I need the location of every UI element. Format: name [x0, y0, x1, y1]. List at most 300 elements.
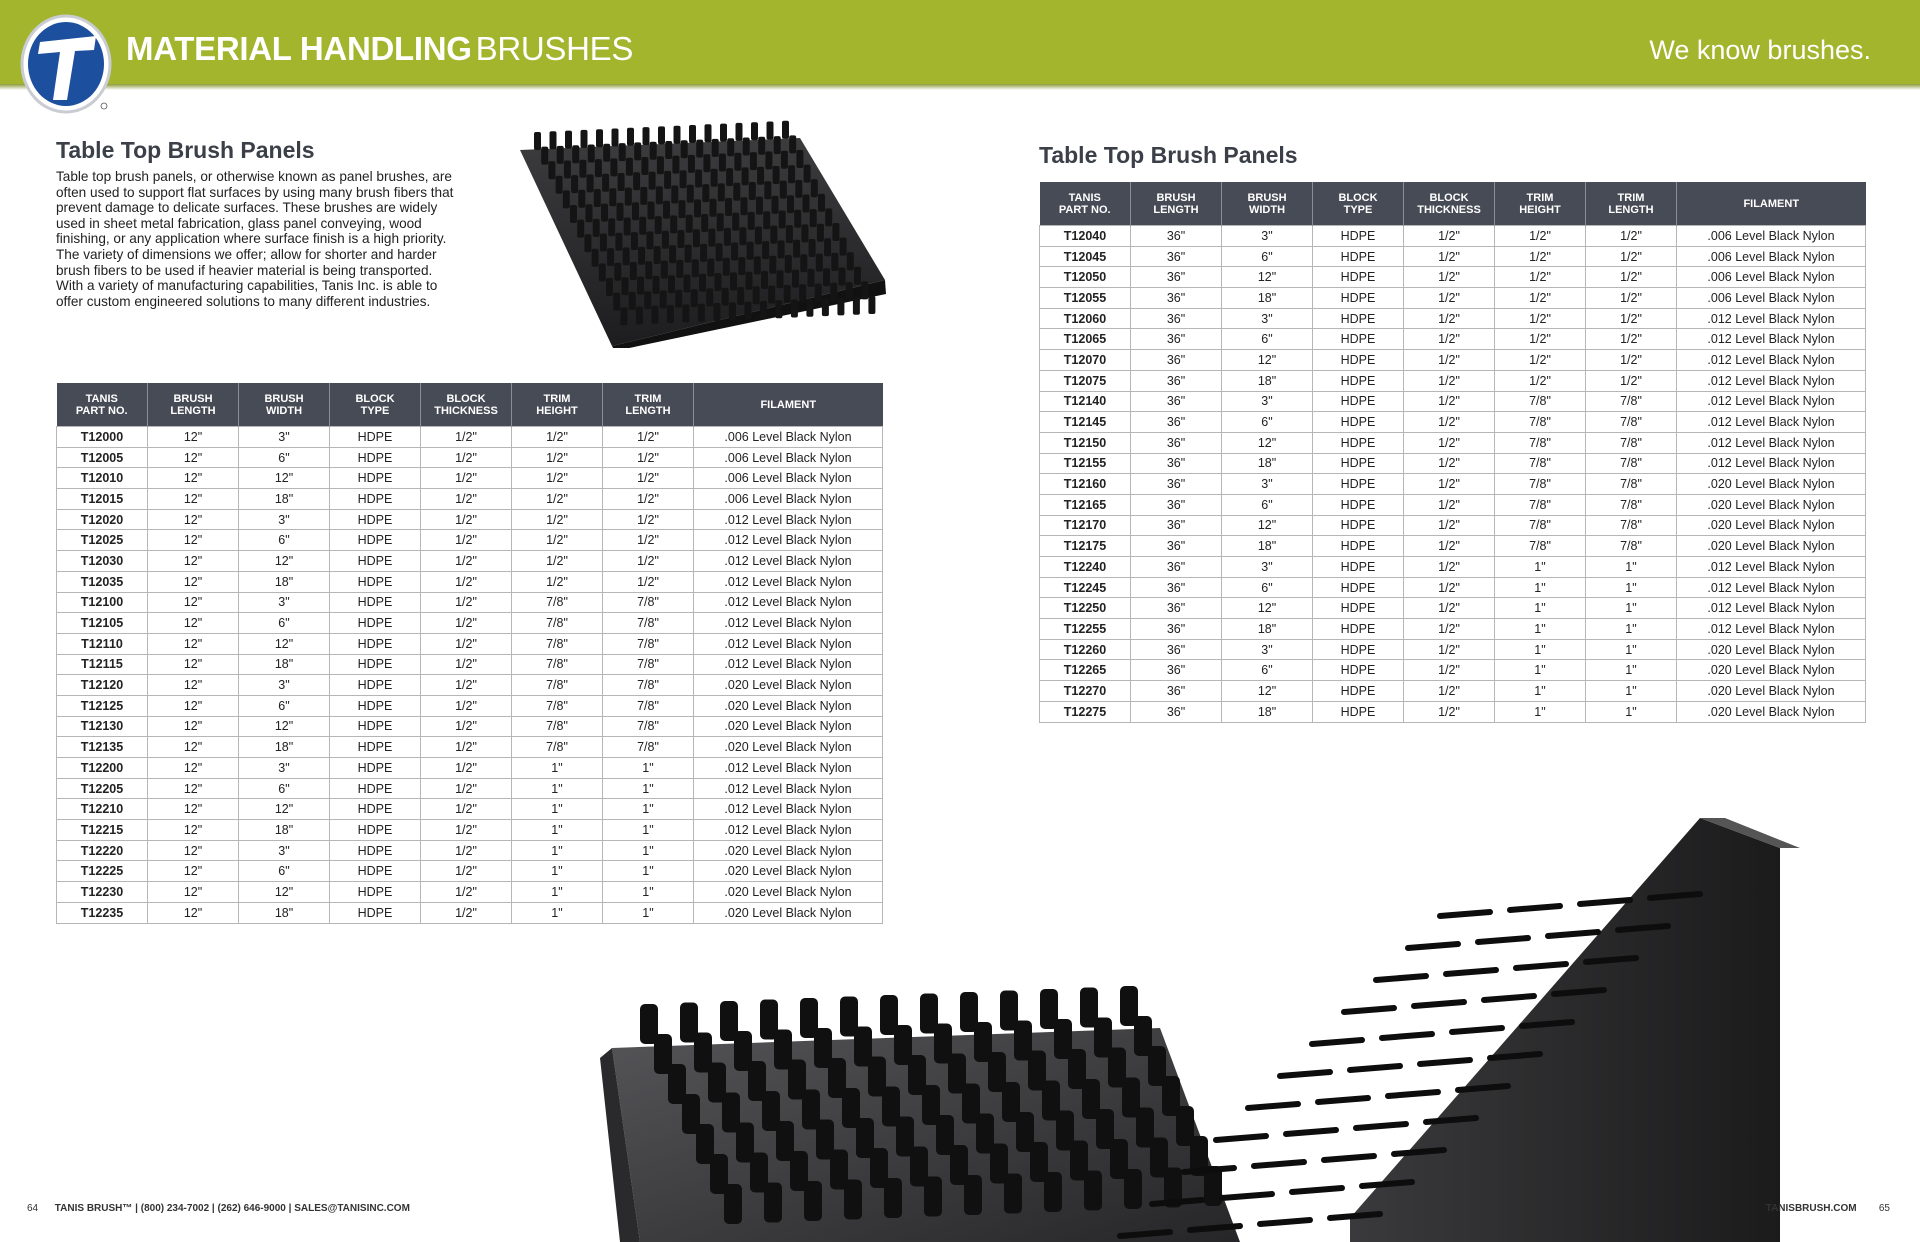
right-spec-table — [1039, 182, 1866, 723]
cell-brush-length: 12" — [148, 820, 239, 841]
cell-block-type: HDPE — [330, 592, 421, 613]
cell-block-thickness: 1/2" — [421, 571, 512, 592]
header-block-thickness — [1404, 182, 1495, 226]
cell-block-type: HDPE — [330, 489, 421, 510]
cell-block-type: HDPE — [1313, 515, 1404, 536]
cell-brush-length: 36" — [1131, 350, 1222, 371]
cell-trim-height: 7/8" — [1495, 412, 1586, 433]
cell-filament: .020 Level Black Nylon — [1677, 536, 1866, 557]
cell-brush-length: 12" — [148, 571, 239, 592]
table-row — [57, 447, 883, 468]
cell-part-no: T12230 — [57, 882, 148, 903]
cell-trim-height: 7/8" — [1495, 494, 1586, 515]
cell-block-type: HDPE — [1313, 329, 1404, 350]
cell-part-no: T12175 — [1040, 536, 1131, 557]
cell-block-type: HDPE — [1313, 432, 1404, 453]
cell-part-no: T12000 — [57, 427, 148, 448]
cell-block-type: HDPE — [330, 840, 421, 861]
cell-block-type: HDPE — [330, 799, 421, 820]
header-trim-length — [603, 383, 694, 427]
cell-trim-length: 1/2" — [1586, 226, 1677, 247]
cell-brush-width: 18" — [1222, 536, 1313, 557]
cell-trim-length: 1" — [1586, 598, 1677, 619]
cell-brush-width: 18" — [239, 489, 330, 510]
cell-part-no: T12155 — [1040, 453, 1131, 474]
table-row — [1040, 412, 1866, 433]
cell-trim-length: 1" — [1586, 639, 1677, 660]
cell-trim-length: 7/8" — [603, 654, 694, 675]
cell-brush-length: 36" — [1131, 681, 1222, 702]
cell-brush-length: 36" — [1131, 701, 1222, 722]
cell-trim-length: 7/8" — [603, 592, 694, 613]
cell-trim-length: 1" — [1586, 701, 1677, 722]
header-line: TRIM — [634, 392, 662, 405]
cell-part-no: T12015 — [57, 489, 148, 510]
cell-block-thickness: 1/2" — [1404, 515, 1495, 536]
header-line: PART NO. — [75, 404, 128, 417]
cell-block-type: HDPE — [330, 737, 421, 758]
cell-trim-length: 1" — [603, 840, 694, 861]
cell-trim-length: 1" — [603, 861, 694, 882]
table-row — [1040, 619, 1866, 640]
cell-trim-length: 1/2" — [603, 551, 694, 572]
cell-block-thickness: 1/2" — [1404, 639, 1495, 660]
cell-brush-length: 12" — [148, 902, 239, 923]
cell-trim-height: 1/2" — [512, 551, 603, 572]
cell-filament: .012 Level Black Nylon — [694, 509, 883, 530]
header-line: TYPE — [1343, 203, 1373, 216]
cell-brush-width: 12" — [1222, 681, 1313, 702]
cell-brush-width: 3" — [1222, 391, 1313, 412]
cell-block-thickness: 1/2" — [1404, 432, 1495, 453]
cell-trim-height: 7/8" — [512, 633, 603, 654]
cell-trim-height: 1/2" — [1495, 226, 1586, 247]
cell-part-no: T12250 — [1040, 598, 1131, 619]
cell-block-type: HDPE — [1313, 308, 1404, 329]
cell-block-thickness: 1/2" — [421, 530, 512, 551]
table-row — [57, 551, 883, 572]
cell-brush-length: 12" — [148, 778, 239, 799]
cell-brush-width: 3" — [1222, 474, 1313, 495]
cell-block-thickness: 1/2" — [1404, 350, 1495, 371]
cell-block-type: HDPE — [330, 758, 421, 779]
cell-trim-length: 1" — [1586, 557, 1677, 578]
cell-trim-length: 1" — [603, 758, 694, 779]
cell-filament: .006 Level Black Nylon — [694, 489, 883, 510]
cell-part-no: T12160 — [1040, 474, 1131, 495]
cell-filament: .012 Level Black Nylon — [1677, 391, 1866, 412]
cell-trim-length: 7/8" — [1586, 515, 1677, 536]
cell-filament: .006 Level Black Nylon — [1677, 246, 1866, 267]
cell-block-type: HDPE — [1313, 226, 1404, 247]
table-row — [1040, 701, 1866, 722]
cell-block-thickness: 1/2" — [1404, 701, 1495, 722]
header-line: TANIS — [85, 392, 118, 405]
cell-trim-height: 1/2" — [512, 468, 603, 489]
cell-brush-length: 12" — [148, 695, 239, 716]
cell-brush-width: 3" — [239, 675, 330, 696]
cell-block-thickness: 1/2" — [1404, 453, 1495, 474]
cell-trim-height: 1" — [512, 882, 603, 903]
header-brush-width — [1222, 182, 1313, 226]
table-row — [57, 778, 883, 799]
cell-trim-length: 7/8" — [1586, 536, 1677, 557]
cell-brush-width: 6" — [1222, 246, 1313, 267]
table-row — [57, 695, 883, 716]
cell-block-thickness: 1/2" — [1404, 267, 1495, 288]
cell-trim-height: 1" — [512, 799, 603, 820]
cell-block-type: HDPE — [1313, 619, 1404, 640]
cell-filament: .012 Level Black Nylon — [1677, 598, 1866, 619]
cell-brush-length: 36" — [1131, 494, 1222, 515]
cell-filament: .012 Level Black Nylon — [1677, 412, 1866, 433]
cell-filament: .006 Level Black Nylon — [694, 427, 883, 448]
cell-brush-width: 6" — [1222, 494, 1313, 515]
cell-trim-length: 1" — [1586, 577, 1677, 598]
cell-part-no: T12215 — [57, 820, 148, 841]
header-block-type — [330, 383, 421, 427]
cell-part-no: T12065 — [1040, 329, 1131, 350]
header-line: LENGTH — [170, 404, 216, 417]
header-part-no — [57, 383, 148, 427]
header-brush-length — [1131, 182, 1222, 226]
cell-trim-height: 1" — [1495, 701, 1586, 722]
cell-brush-length: 12" — [148, 468, 239, 489]
cell-brush-width: 18" — [1222, 701, 1313, 722]
cell-part-no: T12210 — [57, 799, 148, 820]
cell-brush-width: 6" — [239, 861, 330, 882]
cell-filament: .012 Level Black Nylon — [1677, 432, 1866, 453]
table-row — [1040, 391, 1866, 412]
cell-brush-width: 12" — [1222, 267, 1313, 288]
table-row — [1040, 557, 1866, 578]
cell-block-thickness: 1/2" — [1404, 226, 1495, 247]
cell-trim-length: 1" — [603, 799, 694, 820]
cell-part-no: T12275 — [1040, 701, 1131, 722]
table-header-row — [1040, 182, 1866, 226]
cell-part-no: T12060 — [1040, 308, 1131, 329]
cell-brush-length: 12" — [148, 427, 239, 448]
cell-brush-length: 12" — [148, 530, 239, 551]
cell-filament: .020 Level Black Nylon — [1677, 639, 1866, 660]
cell-brush-width: 18" — [1222, 453, 1313, 474]
cell-block-thickness: 1/2" — [1404, 619, 1495, 640]
cell-block-thickness: 1/2" — [421, 633, 512, 654]
cell-trim-height: 1" — [1495, 557, 1586, 578]
cell-trim-height: 1/2" — [1495, 267, 1586, 288]
cell-block-type: HDPE — [1313, 288, 1404, 309]
tanis-logo-icon — [20, 14, 112, 114]
header-brush-length — [148, 383, 239, 427]
cell-part-no: T12010 — [57, 468, 148, 489]
cell-filament: .012 Level Black Nylon — [1677, 619, 1866, 640]
header-line: TRIM — [543, 392, 571, 405]
cell-block-type: HDPE — [1313, 494, 1404, 515]
cell-filament: .006 Level Black Nylon — [694, 468, 883, 489]
cell-trim-height: 7/8" — [1495, 391, 1586, 412]
cell-brush-length: 12" — [148, 737, 239, 758]
cell-part-no: T12260 — [1040, 639, 1131, 660]
table-row — [57, 468, 883, 489]
cell-block-thickness: 1/2" — [421, 468, 512, 489]
cell-brush-width: 6" — [239, 613, 330, 634]
cell-trim-length: 1" — [1586, 681, 1677, 702]
title-light: BRUSHES — [475, 30, 634, 67]
cell-brush-length: 36" — [1131, 308, 1222, 329]
cell-trim-length: 1" — [603, 778, 694, 799]
cell-block-thickness: 1/2" — [1404, 681, 1495, 702]
header-line: WIDTH — [1248, 203, 1286, 216]
cell-trim-length: 1/2" — [1586, 308, 1677, 329]
cell-brush-width: 18" — [1222, 288, 1313, 309]
cell-trim-length: 1/2" — [603, 447, 694, 468]
cell-trim-length: 1/2" — [1586, 288, 1677, 309]
cell-block-type: HDPE — [1313, 370, 1404, 391]
header-line: BRUSH — [1247, 191, 1287, 204]
cell-trim-height: 1/2" — [1495, 370, 1586, 391]
header-block-thickness — [421, 383, 512, 427]
table-row — [1040, 660, 1866, 681]
cell-trim-length: 1" — [603, 902, 694, 923]
cell-block-type: HDPE — [1313, 660, 1404, 681]
table-row — [57, 758, 883, 779]
cell-brush-length: 12" — [148, 675, 239, 696]
cell-block-thickness: 1/2" — [421, 427, 512, 448]
cell-filament: .006 Level Black Nylon — [1677, 288, 1866, 309]
cell-trim-height: 1/2" — [1495, 288, 1586, 309]
cell-brush-width: 6" — [1222, 412, 1313, 433]
cell-trim-height: 7/8" — [1495, 474, 1586, 495]
cell-brush-width: 3" — [1222, 226, 1313, 247]
cell-brush-length: 36" — [1131, 474, 1222, 495]
cell-part-no: T12270 — [1040, 681, 1131, 702]
cell-trim-length: 7/8" — [603, 737, 694, 758]
cell-part-no: T12075 — [1040, 370, 1131, 391]
cell-filament: .020 Level Black Nylon — [694, 675, 883, 696]
cell-block-type: HDPE — [1313, 246, 1404, 267]
cell-trim-height: 7/8" — [1495, 453, 1586, 474]
cell-trim-height: 1" — [512, 861, 603, 882]
cell-filament: .012 Level Black Nylon — [694, 551, 883, 572]
cell-trim-height: 1" — [1495, 639, 1586, 660]
cell-block-type: HDPE — [1313, 412, 1404, 433]
cell-block-thickness: 1/2" — [421, 716, 512, 737]
cell-brush-width: 12" — [239, 716, 330, 737]
right-section-title: Table Top Brush Panels — [1039, 142, 1298, 168]
cell-trim-length: 1/2" — [1586, 267, 1677, 288]
table-row — [1040, 598, 1866, 619]
tagline: We know brushes. — [1649, 35, 1871, 65]
cell-brush-width: 3" — [1222, 639, 1313, 660]
cell-part-no: T12245 — [1040, 577, 1131, 598]
table-row — [1040, 515, 1866, 536]
cell-brush-length: 36" — [1131, 619, 1222, 640]
cell-trim-height: 1/2" — [1495, 308, 1586, 329]
cell-trim-height: 7/8" — [512, 716, 603, 737]
cell-filament: .020 Level Black Nylon — [1677, 701, 1866, 722]
cell-part-no: T12165 — [1040, 494, 1131, 515]
cell-brush-length: 36" — [1131, 412, 1222, 433]
cell-filament: .012 Level Black Nylon — [1677, 577, 1866, 598]
cell-brush-width: 6" — [239, 447, 330, 468]
cell-trim-height: 7/8" — [1495, 432, 1586, 453]
cell-trim-height: 7/8" — [512, 737, 603, 758]
cell-trim-height: 1" — [512, 902, 603, 923]
cell-filament: .020 Level Black Nylon — [694, 716, 883, 737]
cell-block-type: HDPE — [330, 427, 421, 448]
cell-filament: .012 Level Black Nylon — [694, 613, 883, 634]
cell-trim-height: 1/2" — [512, 509, 603, 530]
cell-part-no: T12150 — [1040, 432, 1131, 453]
cell-filament: .020 Level Black Nylon — [694, 840, 883, 861]
table-row — [1040, 288, 1866, 309]
cell-part-no: T12070 — [1040, 350, 1131, 371]
cell-block-thickness: 1/2" — [421, 820, 512, 841]
cell-filament: .012 Level Black Nylon — [694, 530, 883, 551]
cell-brush-length: 36" — [1131, 246, 1222, 267]
cell-filament: .012 Level Black Nylon — [694, 820, 883, 841]
cell-brush-length: 12" — [148, 509, 239, 530]
cell-trim-length: 7/8" — [1586, 391, 1677, 412]
cell-trim-length: 1/2" — [603, 489, 694, 510]
cell-trim-length: 1" — [1586, 619, 1677, 640]
header-line: LENGTH — [1153, 203, 1199, 216]
cell-filament: .020 Level Black Nylon — [694, 861, 883, 882]
brush-panel-photo — [520, 108, 890, 348]
table-row — [57, 716, 883, 737]
cell-trim-length: 7/8" — [603, 675, 694, 696]
cell-trim-height: 7/8" — [1495, 515, 1586, 536]
footer-page-right: 65 — [1878, 1203, 1890, 1214]
description-text: Table top brush panels, or otherwise known as panel brushes, are often used to support flat surfaces by using many brush fibers that prevent damage to delicate surfaces. These brushes are widely used in sheet metal fabrication, glass panel conveying, wood finishing, or any application where surface finish is a high priority. The variety of dimensions we offer; allow for shorter and harder brush fibers to be used if heavier material is being transported. With a variety of manufacturing capabilities, Tanis Inc. is able to offer custom engineered solutions to many different industries. — [56, 169, 454, 309]
cell-block-type: HDPE — [330, 861, 421, 882]
cell-block-thickness: 1/2" — [1404, 577, 1495, 598]
cell-trim-length: 1" — [603, 820, 694, 841]
cell-brush-width: 12" — [239, 633, 330, 654]
cell-block-thickness: 1/2" — [421, 902, 512, 923]
header-line: BLOCK — [446, 392, 486, 405]
header-block-type — [1313, 182, 1404, 226]
cell-brush-length: 36" — [1131, 370, 1222, 391]
cell-trim-length: 7/8" — [1586, 412, 1677, 433]
cell-brush-width: 6" — [1222, 660, 1313, 681]
cell-brush-width: 12" — [1222, 432, 1313, 453]
cell-part-no: T12225 — [57, 861, 148, 882]
cell-brush-width: 18" — [239, 820, 330, 841]
cell-filament: .012 Level Black Nylon — [1677, 557, 1866, 578]
cell-block-type: HDPE — [330, 820, 421, 841]
cell-filament: .012 Level Black Nylon — [1677, 370, 1866, 391]
header-line: BLOCK — [1429, 191, 1469, 204]
cell-filament: .020 Level Black Nylon — [694, 737, 883, 758]
cell-trim-height: 1/2" — [1495, 329, 1586, 350]
cell-filament: .012 Level Black Nylon — [694, 758, 883, 779]
cell-trim-length: 1/2" — [1586, 246, 1677, 267]
cell-trim-length: 1/2" — [1586, 329, 1677, 350]
header-trim-height — [512, 383, 603, 427]
cell-block-thickness: 1/2" — [1404, 474, 1495, 495]
cell-block-type: HDPE — [330, 571, 421, 592]
cell-part-no: T12055 — [1040, 288, 1131, 309]
cell-brush-width: 6" — [1222, 577, 1313, 598]
cell-trim-length: 7/8" — [1586, 474, 1677, 495]
header-line: BLOCK — [355, 392, 395, 405]
cell-trim-height: 7/8" — [512, 592, 603, 613]
cell-trim-length: 1" — [1586, 660, 1677, 681]
table-row — [1040, 226, 1866, 247]
header-line: THICKNESS — [434, 404, 498, 417]
cell-part-no: T12045 — [1040, 246, 1131, 267]
header-line: FILAMENT — [760, 398, 817, 411]
cell-brush-length: 36" — [1131, 639, 1222, 660]
cell-part-no: T12255 — [1040, 619, 1131, 640]
cell-trim-height: 1" — [1495, 660, 1586, 681]
cell-block-type: HDPE — [330, 778, 421, 799]
header-line: THICKNESS — [1417, 203, 1481, 216]
cell-brush-length: 36" — [1131, 329, 1222, 350]
cell-part-no: T12020 — [57, 509, 148, 530]
cell-block-type: HDPE — [1313, 577, 1404, 598]
cell-trim-length: 7/8" — [603, 633, 694, 654]
cell-block-type: HDPE — [1313, 598, 1404, 619]
header-line: TANIS — [1068, 191, 1101, 204]
cell-trim-length: 1/2" — [1586, 350, 1677, 371]
cell-brush-length: 12" — [148, 861, 239, 882]
cell-brush-width: 12" — [1222, 515, 1313, 536]
cell-block-thickness: 1/2" — [1404, 308, 1495, 329]
cell-brush-length: 12" — [148, 758, 239, 779]
cell-filament: .012 Level Black Nylon — [1677, 329, 1866, 350]
cell-brush-length: 36" — [1131, 598, 1222, 619]
cell-trim-height: 1" — [512, 758, 603, 779]
header-line: BRUSH — [264, 392, 304, 405]
cell-block-thickness: 1/2" — [1404, 536, 1495, 557]
cell-block-thickness: 1/2" — [421, 695, 512, 716]
cell-trim-height: 1/2" — [1495, 246, 1586, 267]
cell-part-no: T12235 — [57, 902, 148, 923]
header-line: LENGTH — [1608, 203, 1654, 216]
footer-right — [1766, 1203, 1890, 1214]
cell-part-no: T12105 — [57, 613, 148, 634]
cell-part-no: T12050 — [1040, 267, 1131, 288]
cell-block-thickness: 1/2" — [421, 737, 512, 758]
cell-brush-length: 12" — [148, 799, 239, 820]
cell-block-thickness: 1/2" — [421, 840, 512, 861]
cell-block-type: HDPE — [1313, 350, 1404, 371]
cell-block-thickness: 1/2" — [421, 758, 512, 779]
cell-brush-width: 18" — [1222, 619, 1313, 640]
brush-closeup-photo — [600, 818, 1910, 1242]
cell-part-no: T12135 — [57, 737, 148, 758]
table-row — [1040, 308, 1866, 329]
cell-block-thickness: 1/2" — [421, 447, 512, 468]
cell-block-type: HDPE — [1313, 536, 1404, 557]
cell-filament: .012 Level Black Nylon — [694, 592, 883, 613]
cell-trim-height: 1/2" — [512, 530, 603, 551]
cell-filament: .020 Level Black Nylon — [694, 902, 883, 923]
cell-filament: .020 Level Black Nylon — [1677, 515, 1866, 536]
header-part-no — [1040, 182, 1131, 226]
cell-trim-length: 1/2" — [603, 571, 694, 592]
cell-block-type: HDPE — [330, 716, 421, 737]
table-row — [57, 571, 883, 592]
cell-brush-length: 12" — [148, 447, 239, 468]
cell-part-no: T12040 — [1040, 226, 1131, 247]
cell-trim-height: 1" — [1495, 681, 1586, 702]
table-row — [1040, 536, 1866, 557]
cell-brush-length: 36" — [1131, 536, 1222, 557]
cell-part-no: T12005 — [57, 447, 148, 468]
